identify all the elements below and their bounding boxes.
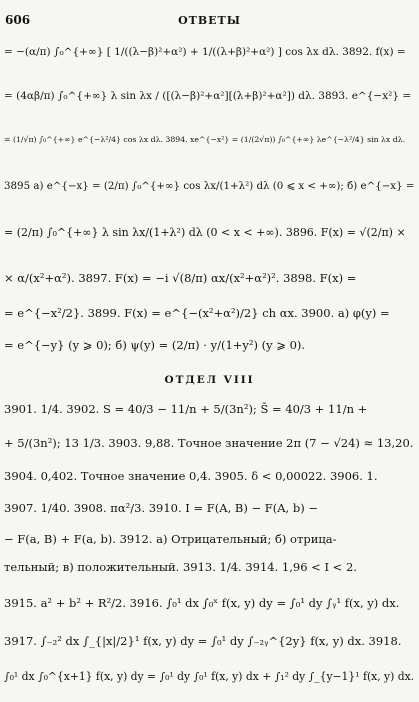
answer-line: + 5/(3n²); 13 1/3. 3903. 9,88. Точное значение 2π (7 − √24) ≈ 13,20. xyxy=(4,436,414,450)
answer-line: ∫₀¹ dx ∫₀^{x+1} f(x, y) dy = ∫₀¹ dy ∫₀¹ f(x, y) dx + ∫₁² dy ∫_{y−1}¹ f(x, y) dx. xyxy=(4,670,415,683)
answer-line: = e^{−x²/2}. 3899. F(x) = e^{−(x²+α²)/2} ch αx. 3900. а) φ(y) = xyxy=(4,306,390,320)
answer-line: 3915. a² + b² + R²/2. 3916. ∫₀¹ dx ∫₀ˣ f(x, y) dy = ∫₀¹ dy ∫ᵧ¹ f(x, y) dx. xyxy=(4,596,400,610)
answer-line: 3895 а) e^{−x} = (2/π) ∫₀^{+∞} cos λx/(1+λ²) dλ (0 ⩽ x < +∞); б) e^{−x} = xyxy=(4,180,415,192)
answer-line: = (4αβ/π) ∫₀^{+∞} λ sin λx / ([(λ−β)²+α²][(λ+β)²+α²]) dλ. 3893. e^{−x²} = xyxy=(4,90,412,102)
answer-line: 3904. 0,402. Точное значение 0,4. 3905. δ < 0,00022. 3906. 1. xyxy=(4,469,378,483)
answer-line: 3917. ∫₋₂² dx ∫_{|x|/2}¹ f(x, y) dy = ∫₀¹ dy ∫₋₂ᵧ^{2y} f(x, y) dx. 3918. xyxy=(4,634,402,648)
answer-line: − F(a, B) + F(a, b). 3912. а) Отрицательный; б) отрица- xyxy=(4,532,337,546)
page-number: 606 xyxy=(5,13,31,27)
answer-line: = (2/π) ∫₀^{+∞} λ sin λx/(1+λ²) dλ (0 < x < +∞). 3896. F(x) = √(2/π) × xyxy=(4,226,406,239)
answer-line: = −(α/π) ∫₀^{+∞} [ 1/((λ−β)²+α²) + 1/((λ+β)²+α²) ] cos λx dλ. 3892. f(x) = xyxy=(4,46,406,58)
answer-line: 3907. 1/40. 3908. πα²/3. 3910. I = F(A, B) − F(A, b) − xyxy=(4,501,318,515)
answer-line: = (1/√π) ∫₀^{+∞} e^{−λ²/4} cos λx dλ. 3894. xe^{−x²} = (1/(2√π)) ∫₀^{+∞} λe^{−λ²/4} sin λx dλ. xyxy=(4,135,406,144)
answer-line: тельный; в) положительный. 3913. 1/4. 3914. 1,96 < I < 2. xyxy=(4,560,357,574)
answer-line: 3901. 1/4. 3902. S = 40/3 − 11/n + 5/(3n²); S̄ = 40/3 + 11/n + xyxy=(4,402,368,416)
page-title: ОТВЕТЫ xyxy=(178,14,241,27)
answer-line: × α/(x²+α²). 3897. F(x) = −i √(8/π) αx/(x²+α²)². 3898. F(x) = xyxy=(4,271,357,285)
answer-line: = e^{−y} (y ⩾ 0); б) ψ(y) = (2/π) · y/(1+y²) (y ⩾ 0). xyxy=(4,338,306,352)
section-title: ОТДЕЛ VIII xyxy=(164,374,255,386)
